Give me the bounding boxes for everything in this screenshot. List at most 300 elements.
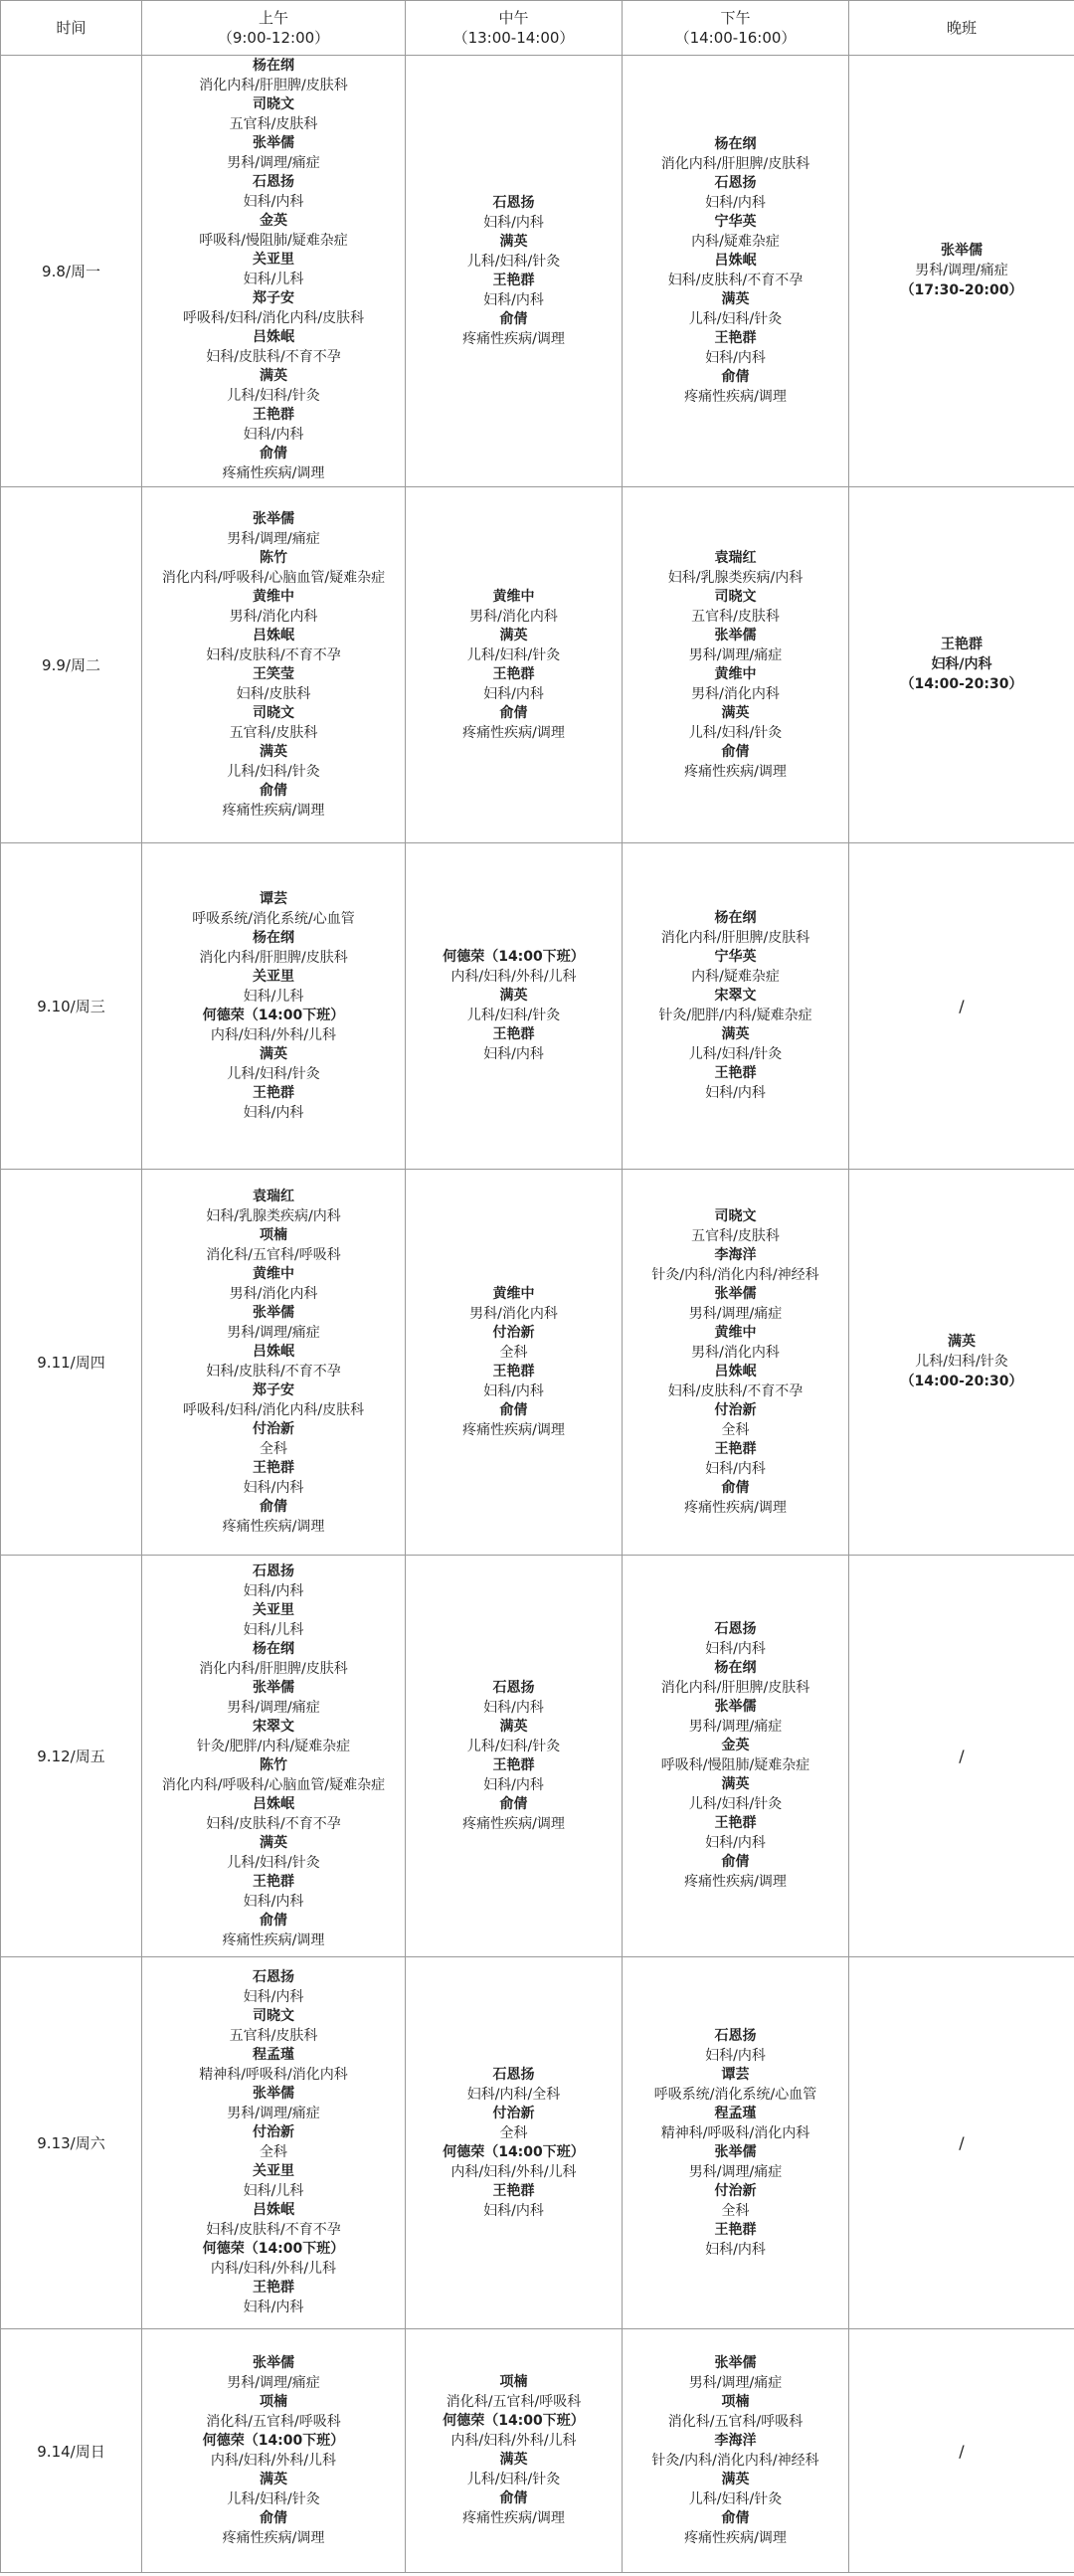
doctor-specialty: 疼痛性疾病/调理 [222,2529,325,2546]
evening-cell [849,1170,1074,1556]
date-cell [1,487,142,843]
doctor-specialty: 男科/调理/痛症 [688,2374,783,2391]
doctor-name: 宁华英 [714,949,757,965]
doctor-entry [199,2046,347,2085]
doctor-name: 王艳群 [492,1756,535,1773]
noon-cell [406,1957,623,2329]
doctor-specialty: 全科 [721,1421,750,1438]
doctor-name: 陈竹 [260,549,287,566]
doctor-entry [244,1459,304,1498]
doctor-name: 何德荣（14:00下班） [202,2432,345,2449]
doctor-name: 张举儒 [941,243,983,259]
doctor-specialty: 五官科/皮肤科 [229,724,318,741]
doctor-name: 石恩扬 [492,194,535,211]
doctor-specialty: 妇科/内科 [705,1085,766,1101]
doctor-specialty: 男科/调理/痛症 [227,2106,320,2121]
doctor-specialty: 呼吸系统/消化系统/心血管 [653,2086,817,2103]
doctor-entry [689,1775,782,1814]
doctor-name: 袁瑞红 [714,549,757,566]
doctor-entry [483,665,544,704]
doctor-name: 王艳群 [253,406,294,423]
no-shift-mark: / [959,1747,965,1765]
doctor-entry [684,1853,787,1892]
doctor-name: 俞倩 [721,2509,750,2526]
doctor-specialty: 妇科/皮肤科/不育不孕 [206,646,341,663]
doctor-name: 项楠 [260,1227,287,1243]
doctor-specialty: 男科/消化内科 [229,1286,318,1302]
doctor-entry [469,1285,558,1324]
doctor-name: 张举儒 [714,2143,757,2160]
doctor-name: 张举儒 [253,134,294,151]
doctor-name: 王艳群 [492,665,535,682]
doctor-specialty: 消化科/五官科/呼吸科 [206,2413,341,2430]
doctor-specialty: 内科/疑难杂症 [691,969,780,985]
doctor-specialty: 消化内科/肝胆脾/皮肤科 [199,77,348,93]
doctor-entry [705,2221,766,2260]
doctor-name: 满英 [721,1776,750,1792]
doctor-name: 关亚里 [253,251,294,268]
doctor-specialty: 精神科/呼吸科/消化内科 [660,2124,810,2141]
doctor-specialty: 妇科/内科 [243,1104,304,1121]
doctor-name: 满英 [499,233,528,250]
doctor-entry [206,1343,340,1381]
doctor-specialty: 内科/妇科/外科/儿科 [210,1026,337,1043]
doctor-entry [443,2412,585,2451]
doctor-name: 满英 [260,2471,287,2487]
no-shift-mark: / [959,2133,965,2152]
doctor-name: 王艳群 [714,1065,757,1081]
doctor-name: 石恩扬 [714,175,757,191]
doctor-name: 陈竹 [260,1756,287,1773]
doctor-name: 司晓文 [714,588,757,605]
doctor-specialty: 妇科/内科 [243,1582,304,1599]
doctor-entry [223,1498,325,1537]
doctor-name: 俞倩 [499,1401,528,1418]
doctor-name: 王艳群 [492,272,535,288]
doctor-specialty: 疼痛性疾病/调理 [222,1932,325,1948]
doctor-entry [244,1968,304,2007]
doctor-name: 项楠 [499,2374,528,2390]
doctor-entry [661,909,809,948]
doctor-specialty: 儿科/妇科/针灸 [227,1065,320,1082]
doctor-name: 满英 [721,2471,750,2487]
doctor-specialty: 全科 [499,2124,528,2141]
doctor-entry [227,1679,319,1718]
noon-cell [406,1170,623,1556]
doctor-entry [223,782,325,821]
doctor-name: 张举儒 [253,1679,294,1696]
doctor-name: 俞倩 [260,1912,287,1929]
doctor-specialty: 妇科/内科 [705,195,766,211]
doctor-entry [467,2066,560,2105]
doctor-entry [467,627,560,665]
doctor-entry [483,1756,544,1795]
doctor-entry [227,367,319,406]
doctor-entry [227,1834,319,1873]
doctor-name: 郑子安 [253,1382,294,1398]
doctor-entry [244,251,304,289]
doctor-specialty: 妇科/内科 [931,656,992,672]
doctor-name: 王笑莹 [253,665,294,682]
doctor-entry [705,174,766,213]
morning-cell [142,1556,406,1957]
doctor-name: 司晓文 [253,95,294,112]
doctor-entry [684,368,787,407]
doctor-specialty: 儿科/妇科/针灸 [466,2472,561,2487]
shift-time: （17:30-20:00） [900,282,1023,298]
date-label: 9.8/周一 [42,263,100,280]
date-label: 9.11/周四 [37,1354,105,1372]
doctor-entry [443,2143,585,2182]
doctor-name: 杨在纲 [253,57,294,74]
doctor-specialty: 儿科/妇科/针灸 [688,2490,783,2507]
doctor-specialty: 妇科/内科 [483,2202,544,2219]
doctor-specialty: 消化内科/肝胆脾/皮肤科 [199,1660,348,1677]
doctor-specialty: 妇科/内科 [705,350,766,366]
doctor-entry [467,987,560,1025]
doctor-name: 何德荣（14:00下班） [443,2143,585,2160]
doctor-name: 俞倩 [260,2509,287,2526]
evening-cell [849,56,1074,487]
doctor-name: 石恩扬 [253,1563,294,1579]
doctor-entry [199,212,347,251]
doctor-name: 何德荣（14:00下班） [202,1007,345,1023]
doctor-entry [227,134,319,173]
doctor-name: 张举儒 [714,2354,757,2371]
doctor-specialty: 妇科/内科 [243,1480,304,1496]
doctor-name: 谭芸 [721,2066,750,2083]
doctor-name: 俞倩 [260,782,287,799]
doctor-entry [715,1401,757,1440]
doctor-specialty: 疼痛性疾病/调理 [222,464,325,481]
doctor-name: 杨在纲 [253,1640,294,1657]
doctor-name: 付治新 [714,2182,757,2199]
doctor-specialty: 内科/妇科/外科/儿科 [450,2163,577,2180]
doctor-specialty: 男科/调理/痛症 [688,2163,783,2180]
doctor-specialty: 妇科/内科 [705,1641,766,1657]
header-noon: 中午 （13:00-14:00） [406,1,623,56]
doctor-entry [244,968,304,1007]
doctor-name: 黄维中 [253,1266,294,1282]
doctor-entry [668,252,803,290]
doctor-specialty: 呼吸科/妇科/消化内科/皮肤科 [182,309,365,326]
doctor-entry [462,704,565,743]
doctor-name: 吕姝岷 [253,328,294,345]
doctor-name: 王艳群 [941,637,983,652]
doctor-name: 郑子安 [253,289,294,306]
evening-cell [849,2329,1074,2573]
evening-cell [849,487,1074,843]
doctor-name: 满英 [499,2452,528,2468]
doctor-specialty: 妇科/内科 [483,1699,544,1716]
doctor-name: 吕姝岷 [253,2202,294,2218]
doctor-entry [244,1873,304,1912]
doctor-specialty: 五官科/皮肤科 [229,2028,318,2044]
doctor-entry [658,987,811,1025]
schedule-row [1,487,1074,843]
doctor-entry [469,588,558,627]
doctor-entry [467,1718,560,1756]
doctor-entry [230,704,318,743]
doctor-specialty: 疼痛性疾病/调理 [222,1519,325,1535]
doctor-specialty: 儿科/妇科/针灸 [688,1796,783,1812]
doctor-name: 石恩扬 [492,2066,535,2083]
doctor-entry [691,665,780,704]
doctor-entry [849,1333,1074,1391]
doctor-specialty: 消化内科/呼吸科/心脑血管/疑难杂症 [161,1776,386,1793]
doctor-entry [689,1698,782,1737]
doctor-entry [230,95,318,134]
doctor-entry [715,2182,757,2221]
doctor-specialty: 疼痛性疾病/调理 [222,802,325,819]
doctor-entry [206,1795,340,1834]
doctor-entry [691,213,780,252]
doctor-specialty: 呼吸科/慢阻肺/疑难杂症 [660,1757,810,1773]
doctor-specialty: 消化内科/呼吸科/心脑血管/疑难杂症 [161,569,386,586]
doctor-entry [668,2393,803,2432]
doctor-entry [227,2085,319,2123]
schedule-row [1,2329,1074,2573]
noon-cell [406,487,623,843]
doctor-specialty: 妇科/内科 [705,1460,766,1477]
schedule-row [1,843,1074,1170]
doctor-name: 石恩扬 [492,1679,535,1696]
doctor-entry [483,1025,544,1064]
doctor-specialty: 针灸/肥胖/内科/疑难杂症 [196,1738,351,1754]
doctor-entry [462,1401,565,1440]
doctor-specialty: 妇科/内科 [705,2047,766,2064]
date-cell [1,843,142,1170]
doctor-specialty: 内科/疑难杂症 [691,234,780,250]
doctor-entry [206,627,340,665]
doctor-entry [244,1601,304,1640]
doctor-specialty: 妇科/乳腺类疾病/内科 [206,1208,341,1224]
doctor-name: 程孟瑾 [253,2047,294,2063]
doctor-entry [654,2066,816,2105]
doctor-specialty: 儿科/妇科/针灸 [466,1008,561,1023]
doctor-specialty: 疼痛性疾病/调理 [462,2510,565,2526]
doctor-name: 俞倩 [499,2490,528,2506]
schedule-row [1,1957,1074,2329]
doctor-entry [206,2393,340,2432]
doctor-entry [227,2354,319,2393]
date-cell [1,2329,142,2573]
doctor-name: 张举儒 [253,1305,294,1321]
doctor-specialty: 消化内科/肝胆脾/皮肤科 [660,1680,810,1696]
doctor-entry [493,1324,535,1363]
doctor-entry [244,1084,304,1123]
doctor-entry [230,588,318,627]
doctor-name: 满英 [499,627,528,644]
doctor-specialty: 男科/调理/痛症 [688,1305,783,1322]
doctor-specialty: 男科/调理/痛症 [688,1719,783,1735]
doctor-name: 金英 [260,212,287,229]
doctor-entry [203,1007,345,1045]
doctor-entry [199,929,347,968]
noon-cell [406,1556,623,1957]
doctor-entry [705,1620,766,1659]
doctor-name: 张举儒 [714,627,757,644]
doctor-specialty: 消化科/五官科/呼吸科 [667,2413,804,2430]
doctor-specialty: 妇科/皮肤科/不育不孕 [206,2222,341,2238]
doctor-specialty: 男科/消化内科 [229,608,318,625]
doctor-entry [689,290,782,329]
doctor-name: 张举儒 [253,2354,294,2371]
doctor-name: 何德荣（14:00下班） [443,2413,585,2429]
doctor-name: 杨在纲 [714,136,757,152]
doctor-name: 满英 [260,1045,287,1062]
doctor-name: 俞倩 [499,310,528,327]
evening-cell [849,1957,1074,2329]
doctor-name: 石恩扬 [253,1969,294,1985]
doctor-name: 吕姝岷 [714,1363,757,1380]
doctor-specialty: 内科/妇科/外科/儿科 [210,2452,337,2469]
doctor-name: 何德荣（14:00下班） [202,2241,345,2257]
no-shift-mark: / [959,997,965,1015]
doctor-specialty: 妇科/内科 [483,1776,544,1793]
doctor-entry [199,1640,347,1679]
doctor-name: 黄维中 [714,1324,757,1341]
doctor-name: 俞倩 [721,369,750,385]
doctor-name: 王艳群 [714,2221,757,2238]
doctor-name: 何德荣（14:00下班） [443,949,585,965]
doctor-specialty: 妇科/皮肤科/不育不孕 [667,273,804,288]
doctor-entry [206,1188,340,1226]
doctor-name: 石恩扬 [253,173,294,190]
doctor-entry [661,1659,809,1698]
doctor-name: 杨在纲 [714,910,757,926]
doctor-entry [227,1045,319,1084]
doctor-name: 杨在纲 [714,1660,757,1676]
evening-cell [849,843,1074,1170]
doctor-specialty: 妇科/内科 [243,1989,304,2005]
date-cell [1,1556,142,1957]
doctor-entry [192,890,354,929]
doctor-specialty: 儿科/妇科/针灸 [466,646,561,663]
doctor-name: 俞倩 [260,1499,287,1515]
doctor-entry [197,1718,350,1756]
doctor-name: 王艳群 [492,1026,535,1042]
evening-cell [849,1556,1074,1957]
doctor-specialty: 疼痛性疾病/调理 [462,1815,565,1832]
shift-time: （14:00-20:30） [900,676,1023,692]
doctor-name: 满英 [721,291,750,307]
doctor-name: 关亚里 [253,968,294,985]
doctor-entry [467,233,560,272]
afternoon-cell [623,1170,849,1556]
doctor-entry [668,1363,803,1401]
schedule-row [1,56,1074,487]
doctor-entry [223,2509,325,2548]
doctor-specialty: 妇科/内科 [483,1382,544,1399]
doctor-name: 关亚里 [253,2163,294,2179]
doctor-specialty: 妇科/内科 [483,685,544,702]
doctor-entry [237,665,311,704]
doctor-specialty: 妇科/皮肤科/不育不孕 [206,348,341,365]
doctor-name: 程孟瑾 [714,2105,757,2121]
doctor-name: 王艳群 [253,1460,294,1476]
doctor-name: 满英 [499,1718,528,1735]
afternoon-cell [623,2329,849,2573]
afternoon-cell [623,1957,849,2329]
doctor-name: 王艳群 [492,1363,535,1380]
date-cell [1,1957,142,2329]
doctor-specialty: 五官科/皮肤科 [691,1227,780,1244]
doctor-entry [462,2489,565,2528]
doctor-specialty: 全科 [721,2202,750,2219]
schedule-row [1,1170,1074,1556]
doctor-name: 司晓文 [253,2008,294,2024]
doctor-entry [227,2471,319,2509]
doctor-entry [483,2182,544,2221]
doctor-entry [227,743,319,782]
doctor-name: 谭芸 [260,890,287,907]
doctor-specialty: 妇科/皮肤科/不育不孕 [206,1815,341,1832]
doctor-specialty: 疼痛性疾病/调理 [684,1874,787,1890]
doctor-name: 宋翠文 [253,1718,294,1735]
doctor-specialty: 妇科/内科/全科 [466,2086,561,2103]
doctor-specialty: 针灸/肥胖/内科/疑难杂症 [658,1008,812,1023]
doctor-specialty: 消化内科/肝胆脾/皮肤科 [660,930,810,946]
doctor-name: 王艳群 [714,1815,757,1831]
header-afternoon: 下午 （14:00-16:00） [623,1,849,56]
doctor-name: 俞倩 [499,1795,528,1812]
doctor-name: 付治新 [253,1421,294,1437]
doctor-specialty: 男科/消化内科 [469,608,558,625]
doctor-entry [203,2432,345,2471]
doctor-name: 满英 [499,988,528,1004]
doctor-specialty: 内科/妇科/外科/儿科 [450,969,577,985]
doctor-entry [230,2007,318,2046]
doctor-name: 金英 [721,1738,750,1753]
date-label: 9.14/周日 [37,2442,105,2461]
doctor-entry [493,2105,535,2143]
doctor-name: 袁瑞红 [253,1189,294,1204]
doctor-entry [244,1563,304,1601]
doctor-name: 付治新 [253,2124,294,2140]
doctor-entry [705,1064,766,1103]
doctor-specialty: 疼痛性疾病/调理 [462,1421,565,1438]
doctor-specialty: 妇科/内科 [705,1835,766,1851]
doctor-entry [253,1420,294,1459]
doctor-specialty: 消化内科/肝胆脾/皮肤科 [660,156,810,172]
doctor-entry [230,1265,318,1304]
noon-cell [406,56,623,487]
doctor-specialty: 妇科/内科 [243,193,304,210]
doctor-entry [689,2143,782,2182]
doctor-entry [244,173,304,212]
doctor-specialty: 消化科/五官科/呼吸科 [206,1247,341,1263]
doctor-name: 王艳群 [492,2182,535,2199]
doctor-entry [206,1226,340,1265]
doctor-name: 吕姝岷 [253,627,294,644]
doctor-name: 吕姝岷 [253,1795,294,1812]
doctor-specialty: 妇科/儿科 [243,271,304,287]
doctor-specialty: 全科 [260,1441,287,1457]
doctor-specialty: 呼吸科/慢阻肺/疑难杂症 [199,232,348,249]
doctor-specialty: 男科/调理/痛症 [688,646,783,663]
doctor-name: 满英 [260,367,287,384]
doctor-entry [651,1246,818,1285]
doctor-name: 黄维中 [253,588,294,605]
doctor-specialty: 儿科/妇科/针灸 [466,253,561,270]
afternoon-cell [623,56,849,487]
doctor-entry [691,1324,780,1363]
doctor-entry [689,2354,782,2393]
morning-cell [142,1170,406,1556]
doctor-specialty: 妇科/儿科 [243,1621,304,1638]
date-cell [1,1170,142,1556]
